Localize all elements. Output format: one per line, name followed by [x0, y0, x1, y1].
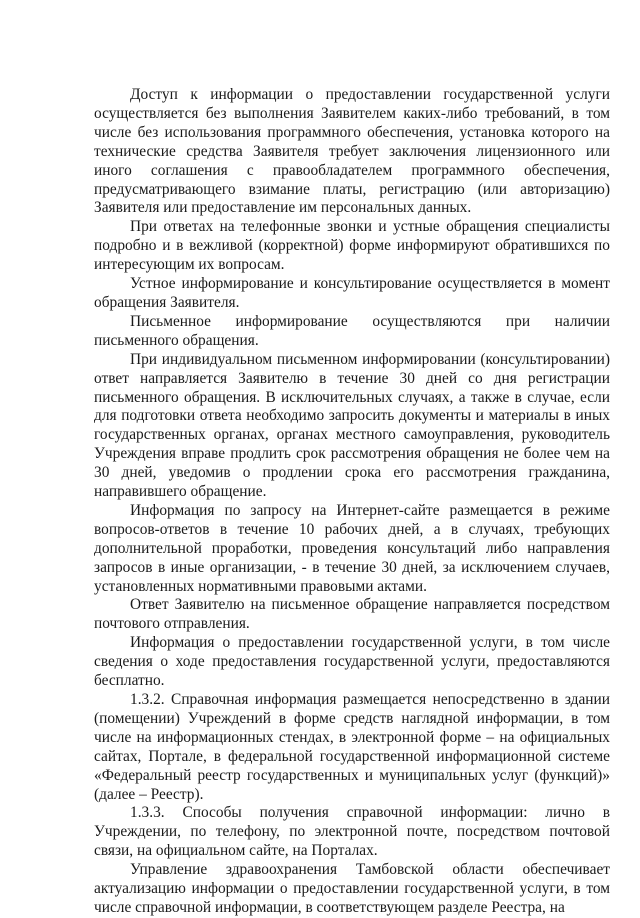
paragraph-health-department: Управление здравоохранения Тамбовской области обеспечивает актуализацию информации о предоставлении государственной услуги, в том числе справочной информации, в соответствующем разделе Реестра, на — [94, 861, 610, 916]
paragraph-1-3-3: 1.3.3. Способы получения справочной информации: лично в Учреждении, по телефону, по электронной почте, посредством почтовой связи, на официальном сайте, на Порталах. — [94, 804, 610, 860]
paragraph-free-of-charge: Информация о предоставлении государственной услуги, в том числе сведения о ходе предоставления государственной услуги, предоставляются бесплатно. — [94, 634, 610, 690]
paragraph-written-info: Письменное информирование осуществляются при наличии письменного обращения. — [94, 312, 610, 349]
paragraph-oral-info: Устное информирование и консультирование осуществляется в момент обращения Заявителя. — [94, 275, 610, 311]
paragraph-phone-answers: При ответах на телефонные звонки и устные обращения специалисты подробно и в вежливой (корректной) форме информируют обратившихся по интересующим их вопросам. — [94, 218, 610, 274]
paragraph-1-3-2: 1.3.2. Справочная информация размещается непосредственно в здании (помещении) Учреждений в форме средств наглядной информации, в том числе на информационных стендах, в электронной форме – на официальных сайтах, Портале, в федеральной государственной информационной системе «Федеральный реестр государственных и муниципальных услуг (функций)» (далее – Реестр). — [94, 691, 610, 803]
paragraph-individual-written: При индивидуальном письменном информировании (консультировании) ответ направляется Заявителю в течение 30 дней со дня регистрации письменного обращения. В исключительных случаях, а также в случае, если для подготовки ответа необходимо запросить документы и материалы в иных государственных органах, органах местного самоуправления, руководитель Учреждения вправе продлить срок рассмотрения обращения не более чем на 30 дней, уведомив о продлении срока его рассмотрения гражданина, направившего обращение. — [94, 350, 610, 501]
paragraph-postal-answer: Ответ Заявителю на письменное обращение направляется посредством почтового отправления. — [94, 596, 610, 633]
paragraph-access: Доступ к информации о предоставлении государственной услуги осуществляется без выполнения Заявителем каких-либо требований, в том числе без использования программного обеспечения, установка которого на технические средства Заявителя требует заключения лицензионного или иного соглашения с правообладателем программного обеспечения, предусматривающего взимание платы, регистрацию (или авторизацию) Заявителя или предоставление им персональных данных. — [94, 86, 610, 217]
document-body — [94, 86, 610, 918]
paragraph-internet-requests: Информация по запросу на Интернет-сайте размещается в режиме вопросов-ответов в течение 10 рабочих дней, а в случаях, требующих дополнительной проработки, проведения консультаций либо направления запросов в иные организации, - в течение 30 дней, за исключением случаев, установленных нормативными правовыми актами. — [94, 501, 610, 595]
